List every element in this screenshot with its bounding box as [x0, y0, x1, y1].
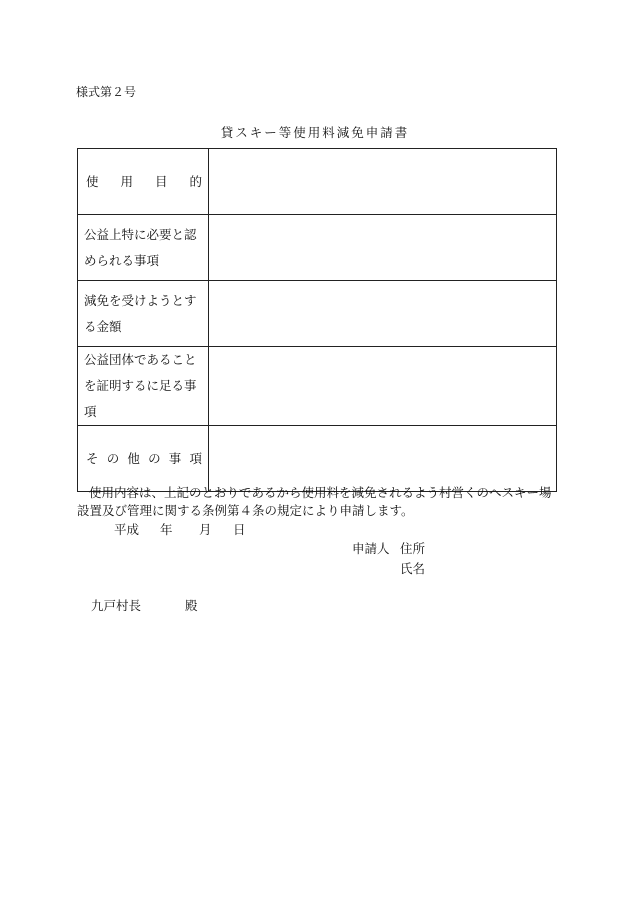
row-value-public-body-proof[interactable] — [209, 347, 557, 426]
table-row — [78, 347, 557, 426]
addressee-name: 九戸村長 — [91, 598, 142, 613]
addressee-honorific: 殿 — [185, 598, 198, 613]
row-value-public-necessity[interactable] — [209, 215, 557, 281]
document-title: 貸スキー等使用料減免申請書 — [220, 125, 410, 140]
table-row — [78, 149, 557, 215]
row-label-other-matters: そ の 他 の 事 項 — [78, 426, 209, 492]
row-value-other-matters[interactable] — [209, 426, 557, 492]
table-row — [78, 426, 557, 492]
applicant-label: 申請人 — [352, 541, 390, 556]
row-label-public-necessity: 公益上特に必要と認められる事項 — [78, 215, 209, 281]
date-year-label: 年 — [160, 522, 173, 537]
table-row — [78, 281, 557, 347]
application-statement: 使用内容は、上記のとおりであるから使用料を減免されるよう村営くのへスキー場設置及び管理に関する条例第４条の規定により申請します。 — [77, 485, 552, 518]
name-label: 氏名 — [400, 561, 426, 576]
row-label-reduction-amount: 減免を受けようとする金額 — [78, 281, 209, 347]
date-month-label: 月 — [199, 522, 212, 537]
date-day-label: 日 — [233, 522, 246, 537]
row-label-purpose: 使 用 目 的 — [78, 149, 209, 215]
row-label-public-body-proof: 公益団体であることを証明するに足る事項 — [78, 347, 209, 426]
address-label: 住所 — [400, 541, 426, 556]
application-table — [77, 148, 557, 492]
table-row — [78, 215, 557, 281]
form-number: 様式第２号 — [76, 85, 137, 99]
row-value-reduction-amount[interactable] — [209, 281, 557, 347]
date-era: 平成 — [114, 522, 140, 537]
row-value-purpose[interactable] — [209, 149, 557, 215]
